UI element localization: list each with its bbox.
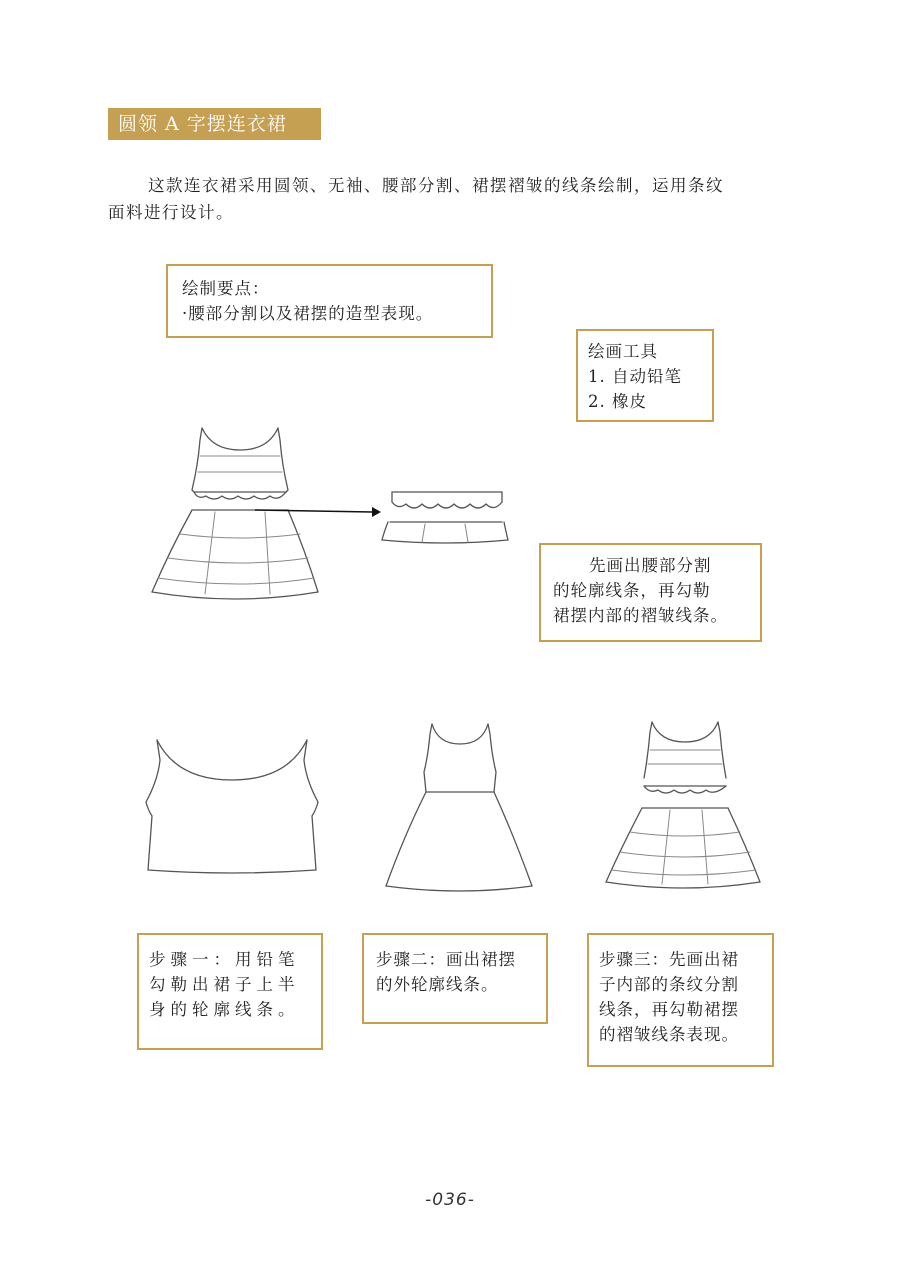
waist-note-box — [539, 543, 762, 642]
tools-heading: 绘画工具 — [588, 342, 658, 361]
page-number: -036- — [425, 1190, 475, 1210]
step2-line: 的外轮廓线条。 — [376, 975, 499, 994]
step3-line: 步骤三：先画出裙 — [599, 950, 739, 969]
step3-line: 的褶皱线条表现。 — [599, 1025, 739, 1044]
step1-line: 步骤一：用铅笔 — [149, 950, 300, 969]
step2-line: 步骤二：画出裙摆 — [376, 950, 516, 969]
step2-box — [362, 933, 548, 1024]
step3-sketch — [600, 716, 770, 896]
dress-sketch-main — [140, 410, 520, 610]
step2-sketch — [380, 716, 540, 896]
waist-note-line: 先画出腰部分割 — [589, 556, 712, 575]
step1-box — [137, 933, 323, 1050]
step3-box — [587, 933, 774, 1067]
intro-line-2: 面料进行设计。 — [108, 203, 234, 222]
key-points-heading: 绘制要点： — [182, 279, 270, 298]
key-points-box — [166, 264, 493, 338]
intro-line-1: 这款连衣裙采用圆领、无袖、腰部分割、裙摆褶皱的线条绘制，运用条纹 — [148, 176, 724, 195]
key-points-item: ·腰部分割以及裙摆的造型表现。 — [182, 304, 434, 323]
step1-line: 勾勒出裙子上半 — [149, 975, 300, 994]
step3-line: 子内部的条纹分割 — [599, 975, 739, 994]
step1-sketch — [132, 720, 332, 900]
waist-note-line: 的轮廓线条，再勾勒 — [553, 581, 711, 600]
tools-item: 2. 橡皮 — [588, 392, 647, 411]
intro-paragraph — [108, 172, 798, 226]
section-title: 圆领 A 字摆连衣裙 — [108, 108, 321, 140]
step1-line: 身的轮廓线条。 — [149, 1000, 300, 1019]
waist-note-line: 裙摆内部的褶皱线条。 — [553, 606, 728, 625]
tools-box — [576, 329, 714, 422]
step3-line: 线条，再勾勒裙摆 — [599, 1000, 739, 1019]
tools-item: 1. 自动铅笔 — [588, 367, 682, 386]
